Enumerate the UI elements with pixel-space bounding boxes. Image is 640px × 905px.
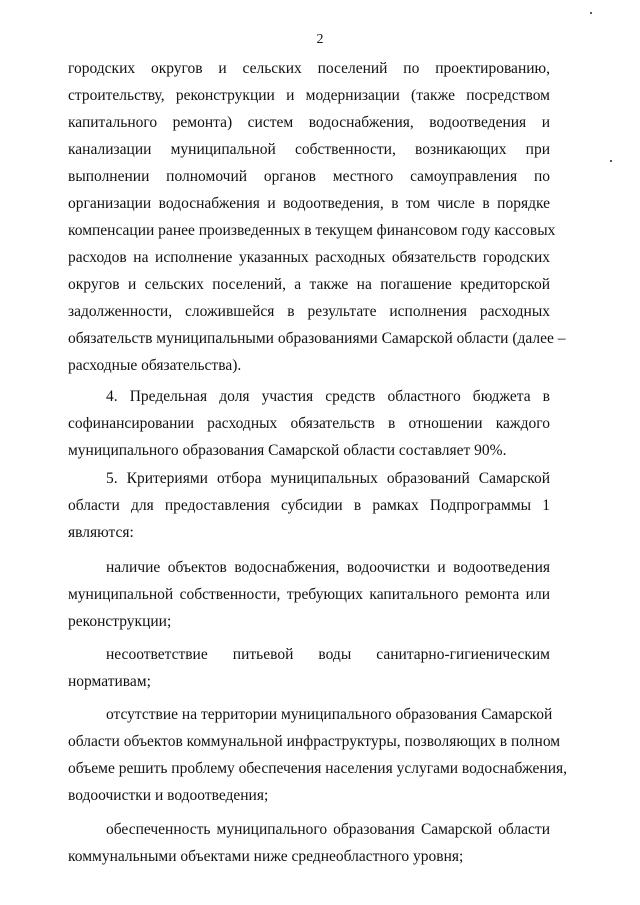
text-line: несоответствие питьевой воды санитарно-гигиеническим [106,646,550,663]
text-line: организации водоснабжения и водоотведения, в том числе в порядке [68,195,550,212]
text-line: 5. Критериями отбора муниципальных образований Самарской [106,470,550,487]
text-line: округов и сельских поселений, а также на погашение кредиторской [68,276,550,293]
text-line: муниципального образования Самарской области составляет 90%. [68,442,507,459]
scan-speck [610,160,612,162]
scan-speck [590,12,592,14]
text-line: компенсации ранее произведенных в текущем финансовом году кассовых [68,222,556,239]
text-line: являются: [68,524,134,541]
document-body [68,55,567,870]
paragraph-item-5 [68,465,550,546]
text-line: задолженности, сложившейся в результате исполнения расходных [68,303,550,320]
paragraph-criterion [68,701,567,809]
text-line: обязательств муниципальными образованиями Самарской области (далее – [68,330,566,347]
text-line: расходные обязательства). [68,357,242,374]
text-line: наличие объектов водоснабжения, водоочистки и водоотведения [106,559,550,576]
text-line: области для предоставления субсидии в рамках Подпрограммы 1 [68,497,550,514]
text-line: водоочистки и водоотведения; [68,787,269,804]
text-line: отсутствие на территории муниципального образования Самарской [106,706,553,723]
text-line: реконструкции; [68,613,172,630]
text-line: 4. Предельная доля участия средств областного бюджета в [106,388,550,405]
paragraph-criterion [68,816,550,870]
text-line: объеме решить проблему обеспечения населения услугами водоснабжения, [68,760,567,777]
text-line: расходов на исполнение указанных расходных обязательств городских [68,249,550,266]
text-line: капитального ремонта) систем водоснабжения, водоотведения и [68,114,550,131]
paragraph-criterion [68,641,550,695]
text-line: коммунальными объектами ниже среднеобластного уровня; [68,848,464,865]
text-line: области объектов коммунальной инфраструктуры, позволяющих в полном [68,733,561,750]
text-line: строительству, реконструкции и модернизации (также посредством [68,87,550,104]
text-line: городских округов и сельских поселений по проектированию, [68,60,550,77]
text-line: софинансировании расходных обязательств в отношении каждого [68,415,550,432]
paragraph-criterion [68,554,550,635]
page-number: 2 [316,32,324,47]
text-line: выполнении полномочий органов местного самоуправления по [68,168,550,185]
text-line: канализации муниципальной собственности, возникающих при [68,141,550,158]
text-line: муниципальной собственности, требующих капитального ремонта или [68,586,550,603]
text-line: нормативам; [68,673,151,690]
paragraph-item-4 [68,383,550,464]
paragraph-continuation [68,55,566,379]
text-line: обеспеченность муниципального образования Самарской области [106,821,550,838]
